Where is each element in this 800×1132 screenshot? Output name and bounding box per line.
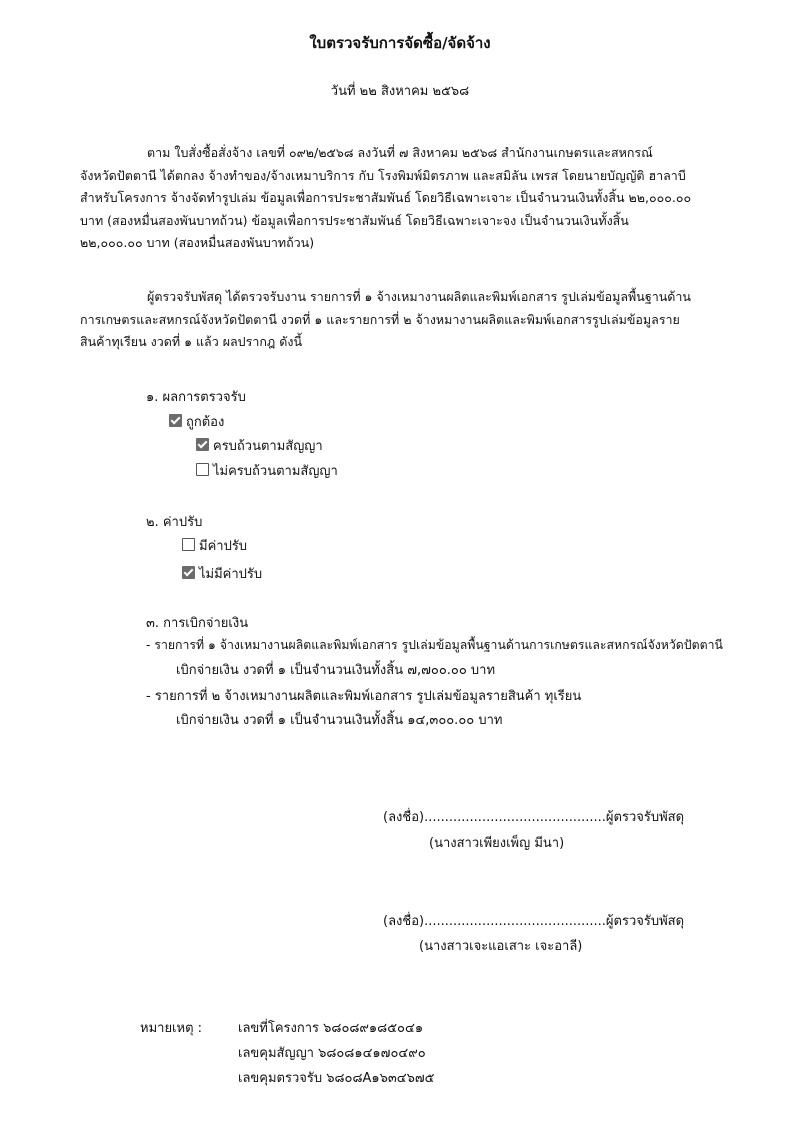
checkbox-label: มีค่าปรับ bbox=[199, 539, 248, 554]
section-disbursement-heading: ๓. การเบิกจ่ายเงิน bbox=[146, 616, 249, 631]
paragraph-purchase-order bbox=[80, 142, 730, 255]
checkbox-no-fine[interactable] bbox=[182, 566, 195, 579]
paragraph-line: ๒๒,๐๐๐.๐๐ บาท (สองหมื่นสองพันบาทถ้วน) bbox=[80, 235, 315, 250]
paragraph-line: จังหวัดปัตตานี ได้ตกลง จ้างทำของ/จ้างเหมาบริการ กับ โรงพิมพ์มิตรภาพ และสมิลัน เพรส โดยนายบัญญัติ ฮาลาบี bbox=[80, 167, 686, 183]
disbursement-item-2-amount: เบิกจ่ายเงิน งวดที่ ๑ เป็นจำนวนเงินทั้งสิ้น ๑๔,๓๐๐.๐๐ บาท bbox=[176, 713, 503, 728]
document-date: วันที่ ๒๒ สิงหาคม ๒๕๖๘ bbox=[330, 84, 470, 99]
signature-line-1: (ลงชื่อ)............................................ผู้ตรวจรับพัสดุ bbox=[383, 810, 685, 825]
section-fine-heading: ๒. ค่าปรับ bbox=[146, 515, 203, 530]
signature-name-1: (นางสาวเพียงเพ็ญ มีนา) bbox=[429, 836, 565, 851]
section-inspection-result-heading: ๑. ผลการตรวจรับ bbox=[146, 390, 246, 405]
note-label: หมายเหตุ : bbox=[140, 1021, 203, 1036]
checkbox-row-correct bbox=[169, 411, 224, 432]
paragraph-line: บาท (สองหมื่นสองพันบาทถ้วน) ข้อมูลเพื่อการประชาสัมพันธ์ โดยวิธีเฉพาะเจาะจง เป็นจำนวนเงินทั้งสิ้น bbox=[80, 212, 629, 228]
checkbox-label: ไม่มีค่าปรับ bbox=[199, 567, 263, 582]
note-inspection-number: เลขคุมตรวจรับ ๖๘๐๘A๑๖๓๔๖๗๕ bbox=[238, 1071, 435, 1086]
disbursement-item-1-amount: เบิกจ่ายเงิน งวดที่ ๑ เป็นจำนวนเงินทั้งสิ้น ๗,๗๐๐.๐๐ บาท bbox=[176, 663, 496, 678]
paragraph-line: สำหรับโครงการ จ้างจัดทำรูปเล่ม ข้อมูลเพื่อการประชาสัมพันธ์ โดยวิธีเฉพาะเจาะ เป็นจำนวนเงินทั้งสิ้น ๒๒,๐๐๐.๐๐ bbox=[80, 190, 692, 205]
disbursement-item-2: - รายการที่ ๒ จ้างเหมางานผลิตและพิมพ์เอกสาร รูปเล่มข้อมูลรายสินค้า ทุเรียน bbox=[146, 689, 582, 704]
note-project-number: เลขที่โครงการ ๖๘๐๘๙๑๘๕๐๔๑ bbox=[238, 1021, 424, 1036]
signature-name-2: (นางสาวเจะแอเสาะ เจะอาลี) bbox=[419, 939, 583, 954]
checkbox-row-no-fine bbox=[182, 563, 262, 584]
checkbox-label: ครบถ้วนตามสัญญา bbox=[213, 439, 323, 454]
checkbox-correct[interactable] bbox=[169, 414, 182, 427]
checkbox-row-incomplete bbox=[196, 460, 338, 481]
disbursement-item-1: - รายการที่ ๑ จ้างเหมางานผลิตและพิมพ์เอกสาร รูปเล่มข้อมูลพื้นฐานด้านการเกษตรและสหกรณ์จังหวัดปัตตานี bbox=[146, 638, 723, 652]
checkbox-row-has-fine bbox=[182, 535, 247, 556]
paragraph-line: ตาม ใบสั่งซื้อสั่งจ้าง เลขที่ ๐๙๒/๒๕๖๘ ลงวันที่ ๗ สิงหาคม ๒๕๖๘ สำนักงานเกษตรและสหกรณ์ bbox=[147, 145, 653, 160]
paragraph-line: ผู้ตรวจรับพัสดุ ได้ตรวจรับงาน รายการที่ ๑ จ้างเหมางานผลิตและพิมพ์เอกสาร รูปเล่มข้อมูลพื้นฐานด้าน bbox=[147, 289, 691, 304]
signature-line-2: (ลงชื่อ)............................................ผู้ตรวจรับพัสดุ bbox=[383, 914, 685, 929]
checkbox-has-fine[interactable] bbox=[182, 538, 195, 551]
checkbox-row-complete bbox=[196, 435, 323, 456]
paragraph-line: สินค้าทุเรียน งวดที่ ๑ แล้ว ผลปรากฎ ดังนี้ bbox=[80, 334, 303, 349]
checkbox-label: ถูกต้อง bbox=[186, 415, 225, 430]
checkbox-complete[interactable] bbox=[196, 438, 209, 451]
paragraph-inspection bbox=[80, 286, 730, 354]
document-title: ใบตรวจรับการจัดซื้อ/จัดจ้าง bbox=[309, 34, 491, 52]
note-contract-number: เลขคุมสัญญา ๖๘๐๘๑๔๑๗๐๔๙๐ bbox=[238, 1046, 426, 1061]
checkbox-label: ไม่ครบถ้วนตามสัญญา bbox=[213, 464, 338, 479]
checkbox-incomplete[interactable] bbox=[196, 463, 209, 476]
paragraph-line: การเกษตรและสหกรณ์จังหวัดปัตตานี งวดที่ ๑ และรายการที่ ๒ จ้างหมางานผลิตและพิมพ์เอกสารรูปเล่มข้อมูลราย bbox=[80, 311, 680, 327]
